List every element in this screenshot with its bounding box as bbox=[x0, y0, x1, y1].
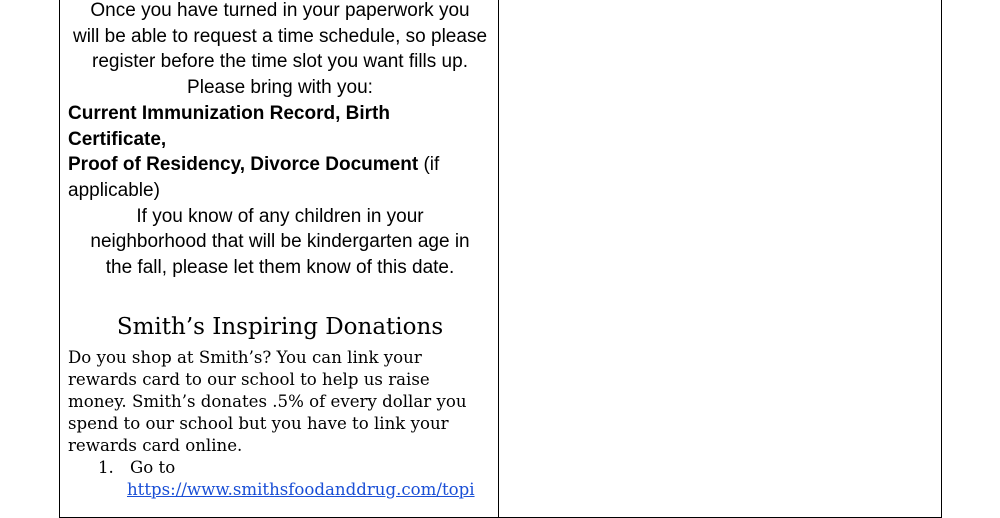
text-line: will be able to request a time schedule, so please bbox=[72, 25, 488, 47]
right-column-border bbox=[499, 0, 942, 518]
applicable-text: applicable) bbox=[68, 179, 160, 201]
text-line: Please bring with you: bbox=[187, 77, 373, 99]
body-line: rewards card online. bbox=[68, 436, 243, 455]
donations-section bbox=[68, 347, 492, 501]
documents-bold-text: Proof of Residency, Divorce Document bbox=[68, 154, 419, 176]
body-line: Do you shop at Smith’s? You can link your bbox=[68, 348, 422, 367]
paren-text: (if bbox=[418, 154, 440, 176]
donations-title: Smith’s Inspiring Donations bbox=[116, 314, 444, 340]
registration-section bbox=[68, 0, 492, 281]
smiths-link[interactable]: https://www.smithsfoodanddrug.com/topi bbox=[127, 480, 475, 499]
text-line: Once you have turned in your paperwork you bbox=[90, 0, 470, 21]
list-number: 1. bbox=[98, 458, 114, 477]
text-line: register before the time slot you want fills up. bbox=[92, 51, 468, 73]
documents-line-2 bbox=[68, 152, 492, 178]
documents-line-1: Current Immunization Record, Birth Certificate, bbox=[68, 102, 390, 150]
text-line: If you know of any children in your bbox=[136, 205, 424, 227]
list-text: Go to bbox=[130, 458, 176, 477]
body-line: rewards card to our school to help us raise bbox=[68, 370, 430, 389]
text-line: neighborhood that will be kindergarten age in bbox=[90, 231, 470, 253]
list-item bbox=[68, 457, 492, 479]
body-line: spend to our school but you have to link your bbox=[68, 414, 449, 433]
body-line: money. Smith’s donates .5% of every dollar you bbox=[68, 392, 467, 411]
text-line: the fall, please let them know of this date. bbox=[105, 257, 455, 279]
